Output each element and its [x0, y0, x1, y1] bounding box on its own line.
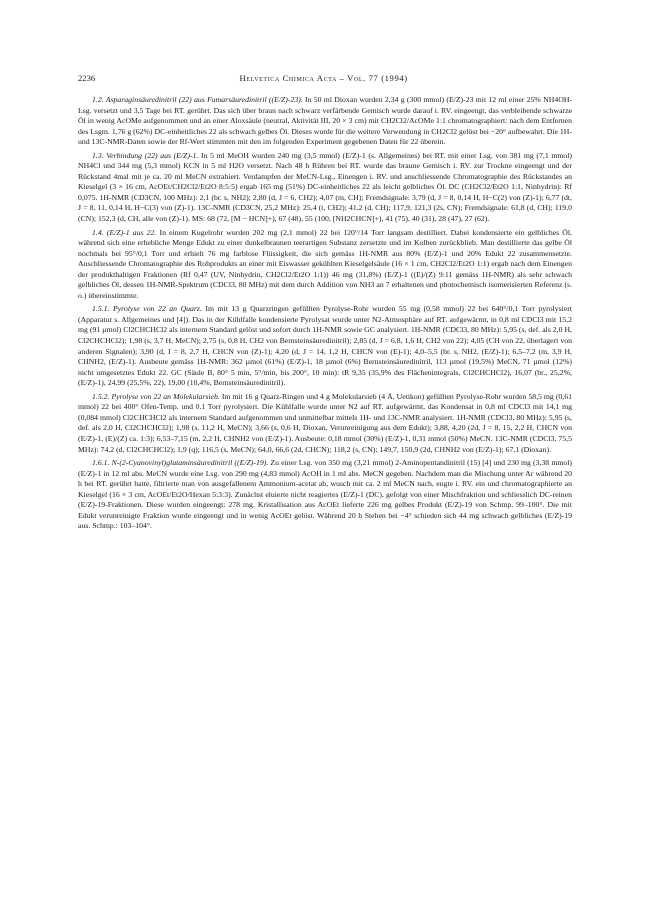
section-heading: 1.2. Asparaginsäuredinitril (22) aus Fumarsäuredinitril ((E/Z)-23). [92, 95, 303, 104]
section-1-2 [78, 95, 572, 148]
section-body: In 5 ml MeOH wurden 240 mg (3,5 mmol) (E/Z)-1 (s. Allgemeines) bei RT. mit einer Lsg. von 381 mg (7,1 mmol) NH4Cl und 344 mg (5,3 mmol) KCN in 5 ml H2O versetzt. Nach 48 h Rühren bei RT. wurde das braune Gemisch i. RV. zur Trockne eingeengt und der Rückstand 4mal mit je ca. 20 ml MeCN extrahiert. Verdampfen der MeCN-Lsg., Einengen i. RV. und anschliessende Chromatographie des Rückstandes an Kieselgel (3 × 16 cm, AcOEt/CH2Cl2/Et2O 8:5:5) ergab 165 mg (51%) DC-einheitliches 22 als leicht gelbliches Öl. DC (CH2Cl2/Et2O 1:1, Ninhydrin): Rf 0,075. 1H-NMR (CD3CN, 100 MHz): 2,1 (br. s, NH2); 2,80 (d, J = 6, CH2); 4,07 (m, CH); Fremdsignale: 3,79 (d, J = 8, 0,14 H, H−C(2) von (Z)-1); 6,77 (dt, J = 8, 11, 0,14 H, H−C(3) von (Z)-1). 13C-NMR (CD3CN, 25,2 MHz): 25,4 (t, CH2); 41,2 (d, CH); 117,9, 121,3 (2s, CN); Fremdsignale: 61,8 (d, CH); 119,0 (CN); 152,3 (d, CH, alle von (Z)-1). MS: 68 (72, [M − HCN]+), 67 (48), 55 (100, [NH2CHCN]+), 41 (75), 40 (31), 28 (47), 27 (62). [78, 150, 573, 224]
section-1-6-1 [78, 458, 572, 532]
section-body: Zu einer Lsg. von 350 mg (3,21 mmol) 2-Aminopentandinitril (15) [4] und 230 mg (3,38 mmol) (E/Z)-1 in 12 ml abs. MeCN wurde eine Lsg. von 290 mg (4,83 mmol) AcOH in 1 ml abs. MeCN gegeben. Nachdem man die Mischung unter Ar während 20 h bei RT. gerührt hatte, filtrierte man von ausgefallenem Ammonium-acetat ab, wusch mit ca. 2 ml MeCN nach, engte i. RV. ein und chromatographierte an Kieselgel (16 × 3 cm, AcOEt/Et2O/Hexan 5:3:3). Zunächst eluierte nicht reagiertes (E/Z)-1 (DC), gefolgt von einer Mischfraktion und schliesslich DC-reinen (E/Z)-19-Fraktionen. Diese wurden eingeengt: 278 mg. Kristallisation aus AcOEt lieferte 226 mg gelbes Produkt (E/Z)-19 von Schmp. 99–100°. Die mit Edukt verunreinigte Fraktion wurde eingeengt und in wenig AcOEt gelöst. Während 20 h Stehen bei −4° schieden sich 44 mg schwach gelbliches (E/Z)-19 aus. Schmp.: 103–104°. [78, 458, 572, 531]
section-heading: 1.5.2. Pyrolyse von 22 an Molekularsieb. [92, 391, 220, 401]
section-body: In einem Kugelrohr wurden 202 mg (2,1 mmol) 22 bei 120°/14 Torr langsam destilliert. Dabei kondensierte ein gelbliches Öl, während sich eine erhebliche Menge Edukt zu einer dunkelbraunen teerartigen Substanz zersetzte und im Kolben zurückblieb. Man destillierte das gelbe Öl nochmals bei 95°/0,1 Torr und erhielt 76 mg farblose Flüssigkeit, die sich gemäss 1H-NMR aus 80% (E/Z)-1 und 20% Edukt 22 zusammensetzte. Anschliessende Chromatographie des Rohprodukts an einer mit Eiswasser gekühlten Kieselgelsäule (16 × 1 cm, CH2Cl2/Et2O 1:1) ergab nach dem Einengen der produkthaltigen Fraktionen (Rf 0,47 (UV, Ninhydrin, CH2Cl2/Et2O 1:1)) 46 mg (31,8%) (E/Z)-1 ((E)/(Z) 9:11 gemäss 1H-NMR) als sehr schwach gelbliches Öl, dessen 1H-NMR-Spektrum (CDCl3, 80 MHz) mit dem durch Addition von NH3 an 7 erhaltenen und photochemisch isomerisierten Referenz (s. o.) übereinstimmte. [78, 227, 572, 300]
section-body: Im mit 16 g Quarz-Ringen und 4 g Molekularsieb (4 Å, Uetikon) gefüllten Pyrolyse-Rohr wurden 58,5 mg (0,61 mmol) 22 bei 400° Ofen-Temp. und 0.1 Torr pyrolysiert. Die Kühlfalle wurde unter N2 auf RT. aufgewärmt, das Kondensat in 0,8 ml CDCl3 mit 14,1 mg (0,084 mmol) Cl2CHCHCl2 als internem Standard aufgenommen und unmittelbar mittels 1H- und 13C-NMR analysiert. 1H-NMR (CDCl3, 80 MHz): 5,95 (s, def. als 2,0 H, Cl2CHCHCl2); 1,98 (s, 11,2 H, MeCN); 3,66 (s, 0,6 H, Dioxan, Verunreinigung aus dem Edukt); 3,88, 4,20 (2d, J = 8, 15, 2,2 H, CHCN von (E/Z)-1, (E)/(Z) ca. 1:3); 6,53–7,15 (m, 2,2 H, CHNH2 von (E/Z)-1). Ausbeute: 0,18 mmol (30%) (E/Z)-1, 0,31 mmol (50%) MeCN. 13C-NMR (CDCl3, 75,5 MHz): 74,2 (d, Cl2CHCHCl2); 1,9 (q); 116,5 (s, MeCN); 64,0, 66,6 (2d, CHCN); 118,2 (s, CN); 149,7, 150,9 (2d, CHNH2 von (E/Z)-1); 67,1 (Dioxan). [78, 391, 572, 454]
page-header [78, 73, 572, 83]
section-heading: 1.6.1. N-(2-Cyanovinyl)glutaminsäuredinitril ((E/Z)-19). [92, 458, 269, 468]
section-heading: 1.5.1. Pyrolyse von 22 an Quarz. [92, 304, 202, 314]
section-heading: 1.3. Verbindung (22) aus (E/Z)-1. [92, 150, 199, 160]
section-1-4 [78, 228, 572, 302]
section-1-5-2 [78, 392, 572, 455]
journal-running-title: Helvetica Chimica Acta – Vol. 77 (1994) [239, 73, 408, 83]
page-number: 2236 [78, 73, 96, 83]
section-heading: 1.4. (E/Z)-1 aus 22. [92, 227, 157, 237]
section-1-3 [78, 151, 572, 225]
section-body: In 50 ml Dioxan wurden 2,34 g (300 mmol) (E/Z)-23 mit 12 ml einer 25% NH4OH-Lsg. versetzt und 3,5 Tage bei RT. gerührt. Das sich über braun nach schwarz verfärbende Gemisch wurde darauf i. RV. eingeengt, das verbleibende schwarze Öl in wenig AcOMe aufgenommen und an einer Aloxsäule (neutral, Aktivität III, 20 × 3 cm) mit CH2Cl2/AcOMe 1:1 chromatographiert: nach dem Entfernen des Lsgm. 1,76 g (62%) DC-einheitliches 22 als schwach gelbes Öl. Dieses wurde für die weitere Verwendung in CH2Cl2 gelöst bei −20° aufbewahrt. Die 1H- und 13C-NMR-Daten sowie der Rf-Wert stimmten mit den im folgenden Experiment gegebenen Daten für 22 überein. [78, 95, 573, 147]
section-body: Im mit 13 g Quarzringen gefüllten Pyrolyse-Rohr wurden 55 mg (0,58 mmol) 22 bei 640°/0,1 Torr pyrolysiert (Apparatur s. Allgemeines und [4]). Das in der Kühlfalle kondensierte Pyrolysat wurde unter N2-Atmosphäre auf RT. aufgewärmt, in 0,8 ml CDCl3 mit 15,2 mg (91 µmol) Cl2CHCHCl2 als internem Standard gelöst und sofort durch 1H-NMR sowie GC analysiert. 1H-NMR (CDCl3, 80 MHz): 5,95 (s, def. als 2,0 H, Cl2CHCHCl2); 1,98 (s, 3,7 H, MeCN); 2,75 (s, 0,8 H, CH2 von Bernsteinsäuredinitril); 2,85 (d, J = 6,8, 1,6 H, CH2 von 22); 4,05 (CH von 22, überlagert von anderen Signalen); 3,90 (d, J = 8, 2,7 H, CHCN von (Z)-1); 4,20 (d, J = 14, 1,2 H, CHCN von (E)-1); 4,0–5,5 (br. s, NH2, (E/Z)-1); 6,5–7,2 (m, 3,9 H, CHNH2, (E/Z)-1). Ausbeute gemäss 1H-NMR: 362 µmol (61%) (E/Z)-1, 18 µmol (6%) Bernsteinsäuredinitril, 113 µmol (19,5%) MeCN, 71 µmol (12%) nicht umgesetztes Edukt 22. GC (Säule B, 80° 5 min, 5°/min, bis 200°, 10 min): tR 9,35 (35,9% des Flächenintegrals, Cl2CHCHCl2), 16,07 (br., 25,2%, (E/Z)-1), 24,99 (25,5%, 22), 19,00 (10,4%, Bernsteinsäuredinitril). [78, 304, 572, 388]
section-1-5-1 [78, 304, 572, 388]
